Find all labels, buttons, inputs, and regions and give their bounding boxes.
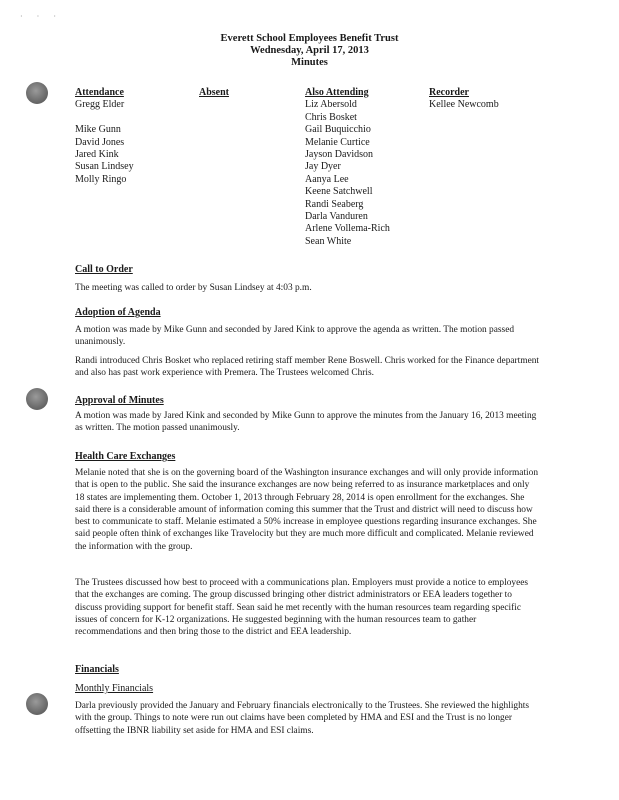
attendee-name: David Jones xyxy=(75,136,125,148)
also-attending-name: Jayson Davidson xyxy=(305,149,374,161)
also-attending-name: Aanya Lee xyxy=(305,173,349,185)
attendance-heading: Attendance xyxy=(75,87,124,98)
recorder-column xyxy=(429,87,499,112)
call-to-order-text: The meeting was called to order by Susan Lindsey at 4:03 p.m. xyxy=(75,283,312,293)
document-title: Everett School Employees Benefit Trust xyxy=(220,33,399,44)
also-attending-list xyxy=(305,99,390,248)
attendance-column xyxy=(75,87,134,186)
health-care-text-2: The Trustees discussed how best to proceed with a communications plan. Employers must provide a notice to employees that the exchanges are coming. The group discussed bringing other district administrators or EEA leaders together to discuss providing support for benefit staff. Sean said he met recently with the human resources team regarding specific issues of concern for K-12 organizations. He suggested beginning with the human resources team to gather recommendations and then bring those to the district and EEA leadership. xyxy=(75,578,529,638)
attendee-name: Gregg Elder xyxy=(75,99,125,111)
section-title-approval-of-minutes: Approval of Minutes xyxy=(75,395,164,406)
hole-punch-icon xyxy=(26,388,48,410)
adoption-text-2: Randi introduced Chris Bosket who replaced retiring staff member Rene Boswell. Chris worked for the Finance department and also has past work experience with Premera. The Trustees welcomed Chris. xyxy=(75,356,540,379)
section-title-financials: Financials xyxy=(75,664,119,675)
also-attending-name: Liz Abersold xyxy=(305,99,357,111)
adoption-text-1: A motion was made by Mike Gunn and seconded by Jared Kink to approve the agenda as written. The motion passed unanimously. xyxy=(75,325,515,348)
absent-column xyxy=(199,87,229,99)
also-attending-name: Keene Satchwell xyxy=(305,186,373,198)
recorder-heading: Recorder xyxy=(429,87,469,98)
absent-heading: Absent xyxy=(199,87,230,98)
document-header xyxy=(0,33,619,69)
also-attending-name: Sean White xyxy=(305,235,352,247)
health-care-text-1: Melanie noted that she is on the governing board of the Washington insurance exchanges and will only provide information that is open to the public. She said the insurance exchanges are now being referred to as insurance marketplaces and only 18 states are implementing them. October 1, 2013 through February 28, 2014 is open enrollment for the exchanges. She said there is a considerable amount of information coming this summer that the Trust and district will need to discuss how best to communicate to staff. Melanie estimated a 50% increase in employee questions regarding insurance exchanges. She said people often think of exchanges like Travelocity but they are much more difficult and complicated. Melanie reviewed the information with the group. xyxy=(75,468,539,552)
recorder-name: Kellee Newcomb xyxy=(429,99,499,111)
also-attending-name: Arlene Vollema-Rich xyxy=(305,223,390,235)
section-title-health-care-exchanges: Health Care Exchanges xyxy=(75,451,176,462)
also-attending-name: Melanie Curtice xyxy=(305,136,370,148)
also-attending-name: Randi Seaberg xyxy=(305,198,364,210)
also-attending-name: Darla Vanduren xyxy=(305,211,368,223)
meeting-date: Wednesday, April 17, 2013 xyxy=(250,45,369,56)
attendance-group-1 xyxy=(75,99,134,111)
also-attending-name: Jay Dyer xyxy=(305,161,341,173)
document-subtitle: Minutes xyxy=(291,57,328,68)
attendee-name: Mike Gunn xyxy=(75,124,121,136)
approval-text: A motion was made by Jared Kink and seconded by Mike Gunn to approve the minutes from the January 16, 2013 meeting as written. The motion passed unanimously. xyxy=(75,411,537,434)
attendance-group-2 xyxy=(75,124,134,186)
financials-text: Darla previously provided the January and February financials electronically to the Trustees. She reviewed the highlights with the group. Things to note were run out claims have been completed by HMA and ESI and the Trust is no longer offsetting the IBNR liability set aside for HMA and ESI claims. xyxy=(75,701,530,736)
section-title-call-to-order: Call to Order xyxy=(75,264,133,275)
section-title-adoption-of-agenda: Adoption of Agenda xyxy=(75,307,161,318)
attendee-name: Susan Lindsey xyxy=(75,161,134,173)
attendee-name: Jared Kink xyxy=(75,149,119,161)
also-attending-column xyxy=(305,87,390,248)
hole-punch-icon xyxy=(26,82,48,104)
scan-specks: · · · xyxy=(20,12,62,21)
also-attending-name: Gail Buquicchio xyxy=(305,124,371,136)
also-attending-name: Chris Bosket xyxy=(305,111,357,123)
attendee-name: Molly Ringo xyxy=(75,173,127,185)
subsection-title-monthly-financials: Monthly Financials xyxy=(75,683,154,694)
also-attending-heading: Also Attending xyxy=(305,87,369,98)
hole-punch-icon xyxy=(26,693,48,715)
